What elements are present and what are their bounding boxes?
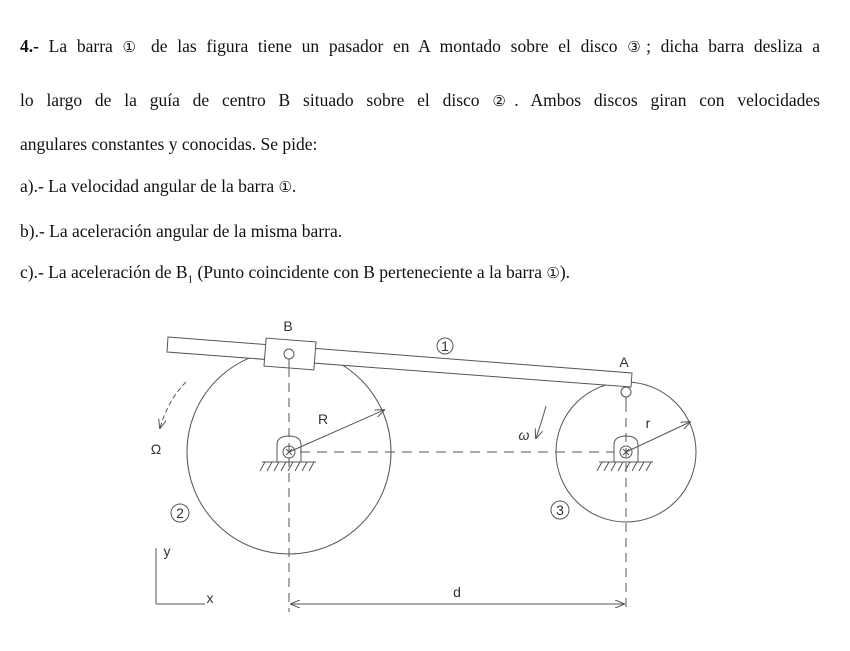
line2-text-a: lo largo de la guía de centro B situado sobre el disco — [20, 90, 493, 110]
item-a-end: . — [291, 176, 297, 196]
radius-R-arrow — [289, 410, 384, 452]
line1-text-b: de las figura tiene un pasador en A montado sobre el disco — [141, 36, 628, 56]
item-c-bar-symbol: ① — [546, 264, 560, 282]
fixed-support-disc-2 — [260, 436, 316, 471]
item-a-bar-symbol: ① — [278, 178, 292, 196]
disc-2-symbol: ② — [492, 92, 515, 110]
label-A: A — [619, 354, 629, 370]
item-c-subscript: 1 — [187, 273, 194, 286]
line2-text-b: . Ambos discos giran con velocidades — [514, 90, 820, 110]
problem-line-3: angulares constantes y conocidas. Se pide: — [20, 134, 318, 154]
slider-guide-B — [264, 338, 316, 370]
problem-number: 4.- — [20, 36, 39, 56]
label-disc-3: 3 — [556, 502, 564, 518]
item-c-text-b: (Punto coincidente con B perteneciente a la barra — [193, 262, 547, 282]
omega-large-arrow — [160, 382, 186, 428]
fixed-support-disc-3 — [597, 436, 653, 471]
omega-small-arrow — [536, 406, 546, 438]
label-d: d — [453, 584, 461, 600]
radius-r-arrow — [626, 422, 690, 452]
label-Omega: Ω — [150, 441, 162, 457]
label-r: r — [645, 415, 651, 431]
line1-text-c: ; dicha barra desliza a — [646, 36, 820, 56]
item-c-end: ). — [559, 262, 571, 282]
item-a-text: a).- La velocidad angular de la barra — [20, 176, 279, 196]
label-R: R — [317, 411, 329, 427]
label-y: y — [163, 543, 171, 559]
item-b: b).- La aceleración angular de la misma barra. — [20, 221, 343, 241]
label-omega: ω — [518, 427, 530, 443]
bar-1 — [167, 337, 632, 387]
bar-1-symbol: ① — [122, 38, 142, 56]
line1-text-a: La barra — [38, 36, 123, 56]
pin-A — [621, 387, 631, 397]
label-bar-1: 1 — [441, 338, 449, 354]
label-disc-2: 2 — [176, 505, 184, 521]
disc-3-symbol: ③ — [627, 38, 647, 56]
label-x: x — [206, 590, 214, 606]
label-B: B — [283, 318, 293, 334]
item-c-text-a: c).- La aceleración de B — [20, 262, 188, 282]
